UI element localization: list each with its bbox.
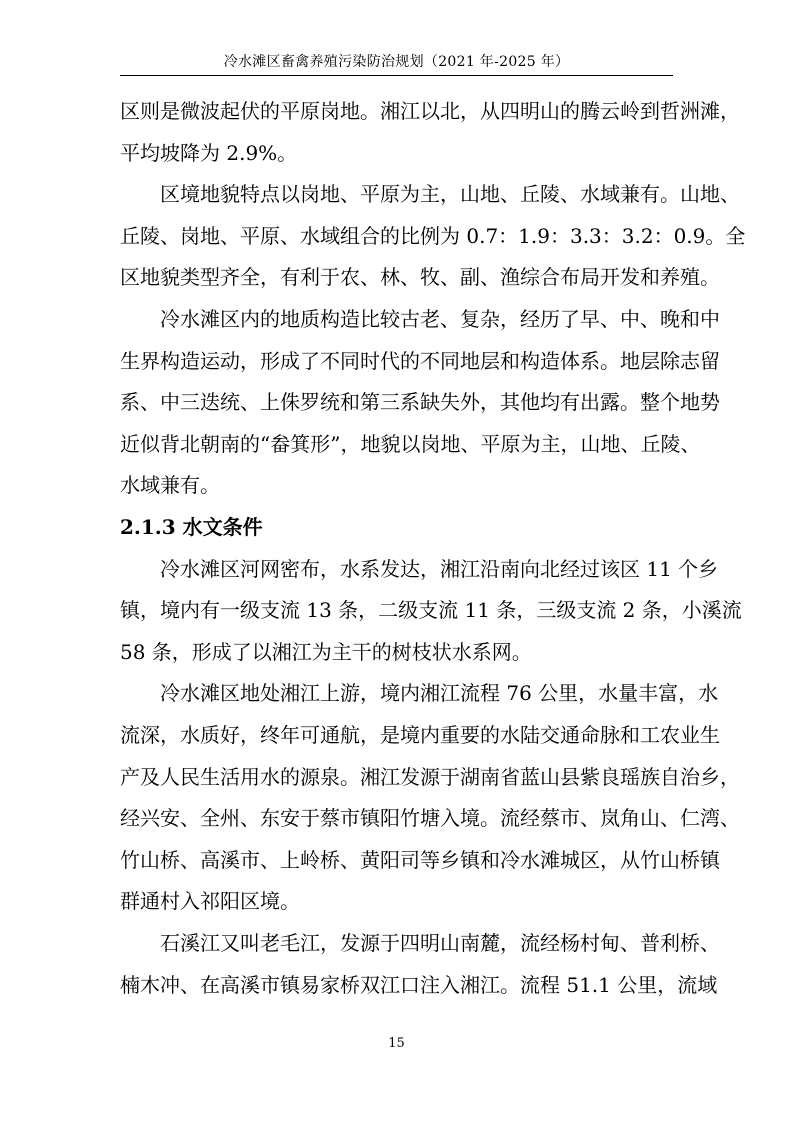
text-line: 经兴安、全州、东安于蔡市镇阳竹塘入境。流经蔡市、岚角山、仁湾、 bbox=[120, 806, 740, 830]
text-line: 区境地貌特点以岗地、平原为主，山地、丘陵、水域兼有。山地、 bbox=[160, 182, 740, 206]
text-line: 流深，水质好，终年可通航，是境内重要的水陆交通命脉和工农业生 bbox=[120, 723, 720, 747]
text-line: 近似背北朝南的“畚箕形”，地貌以岗地、平原为主，山地、丘陵、 bbox=[120, 432, 701, 456]
text-line: 冷水滩区内的地质构造比较古老、复杂，经历了早、中、晚和中 bbox=[160, 307, 720, 331]
text-line: 丘陵、岗地、平原、水域组合的比例为 0.7：1.9：3.3：3.2：0.9。全 bbox=[120, 224, 746, 248]
header-rule bbox=[120, 75, 673, 76]
text-line: 冷水滩区地处湘江上游，境内湘江流程 76 公里，水量丰富，水 bbox=[160, 681, 719, 705]
text-line: 58 条，形成了以湘江为主干的树枝状水系网。 bbox=[120, 640, 532, 664]
text-line: 群通村入祁阳区境。 bbox=[120, 889, 300, 913]
text-line: 平均坡降为 2.9%。 bbox=[120, 141, 298, 165]
text-line: 水域兼有。 bbox=[120, 473, 220, 497]
text-line: 竹山桥、高溪市、上岭桥、黄阳司等乡镇和冷水滩城区，从竹山桥镇 bbox=[120, 848, 720, 872]
text-line: 冷水滩区河网密布，水系发达，湘江沿南向北经过该区 11 个乡 bbox=[160, 557, 719, 581]
running-header: 冷水滩区畜禽养殖污染防治规划（2021 年-2025 年） bbox=[223, 54, 570, 70]
text-line: 系、中三迭统、上侏罗统和第三系缺失外，其他均有出露。整个地势 bbox=[120, 390, 720, 414]
section-heading: 2.1.3 水文条件 bbox=[120, 515, 263, 539]
text-line: 区地貌类型齐全，有利于农、林、牧、副、渔综合布局开发和养殖。 bbox=[120, 265, 720, 289]
text-line: 区则是微波起伏的平原岗地。湘江以北，从四明山的腾云岭到哲洲滩， bbox=[120, 99, 740, 123]
text-line: 镇，境内有一级支流 13 条，二级支流 11 条，三级支流 2 条，小溪流 bbox=[120, 598, 742, 622]
text-line: 石溪江又叫老毛江，发源于四明山南麓，流经杨村甸、普利桥、 bbox=[160, 931, 720, 955]
text-line: 生界构造运动，形成了不同时代的不同地层和构造体系。地层除志留 bbox=[120, 349, 720, 373]
text-line: 产及人民生活用水的源泉。湘江发源于湖南省蓝山县紫良瑶族自治乡， bbox=[120, 765, 740, 789]
text-line: 楠木冲、在高溪市镇易家桥双江口注入湘江。流程 51.1 公里，流域 bbox=[120, 973, 718, 997]
page-number: 15 bbox=[388, 1036, 405, 1051]
